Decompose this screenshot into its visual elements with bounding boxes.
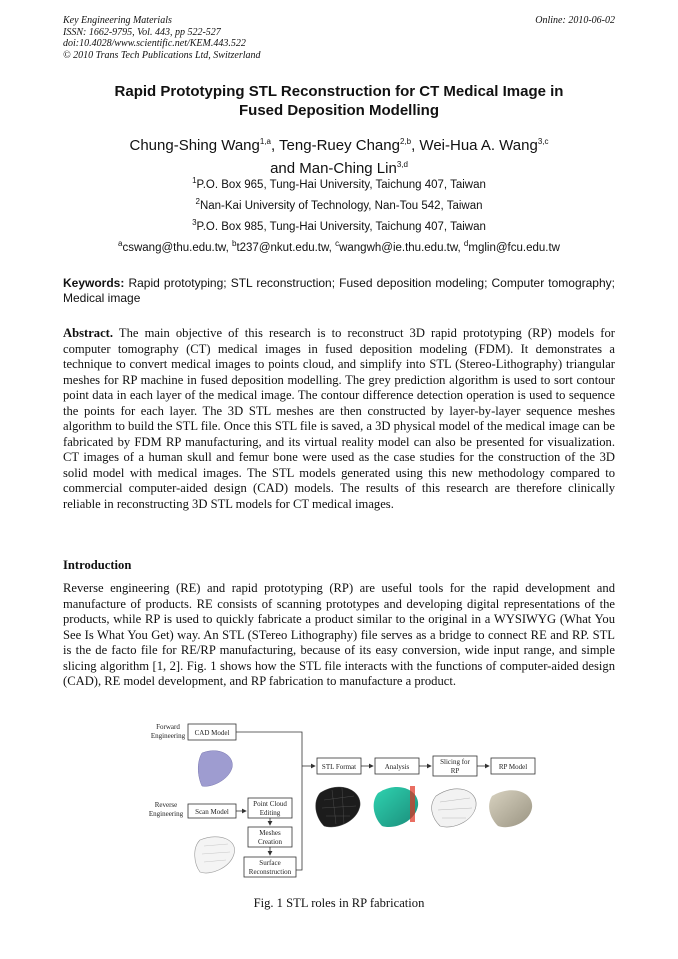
journal-name: Key Engineering Materials xyxy=(63,15,172,26)
emails xyxy=(63,239,615,254)
email: cswang@thu.edu.tw, xyxy=(122,241,232,254)
cad-model-label: CAD Model xyxy=(194,729,230,737)
doi: doi:10.4028/www.scientific.net/KEM.443.522 xyxy=(63,38,246,49)
meshes-label-2: Creation xyxy=(257,838,283,846)
rp-model-label: RP Model xyxy=(498,763,528,771)
surface-label-1: Surface xyxy=(259,859,281,867)
author-name: and Man-Ching Lin xyxy=(270,160,397,177)
rp-model-render xyxy=(489,790,532,827)
intro-paragraph: Reverse engineering (RE) and rapid prototyping (RP) are useful tools for the rapid development and manufacture of products. RE consists of scanning prototypes and developing digital representations of the products, while RP is used to quickly fabricate a product similar to the original in a WYSIWYG (What You See Is What You Get) way. An STL (STereo Lithography) file serves as a bridge to connect RE and RP. STL is the de facto file for RE/RP manufacturing, because of its easy conversion, wide input range, and simple slicing algorithm [1, 2]. Fig. 1 shows how the STL file interacts with the functions of computer-aided design (CAD), RE model development, and RP fabrication to manufacture a product. xyxy=(63,581,615,688)
email-sup: a xyxy=(118,239,123,248)
abstract xyxy=(63,326,615,512)
analysis-label: Analysis xyxy=(384,763,410,771)
online-date: Online: 2010-06-02 xyxy=(535,15,615,26)
email-sup: d xyxy=(463,239,469,248)
keywords xyxy=(63,276,615,306)
email: wangwh@ie.thu.edu.tw, xyxy=(339,241,464,254)
issn: ISSN: 1662-9795, Vol. 443, pp 522-527 xyxy=(63,26,221,38)
author-name: , Teng-Ruey Chang xyxy=(270,137,400,154)
email-sup: c xyxy=(335,239,340,248)
affiliation-text: P.O. Box 965, Tung-Hai University, Taichung 407, Taiwan xyxy=(196,178,486,191)
affiliation xyxy=(63,197,615,212)
analysis-colorbar xyxy=(410,786,415,822)
reverse-label: Reverse xyxy=(154,801,178,809)
affiliation-sup: 3 xyxy=(192,218,197,227)
point-cloud-label-1: Point Cloud xyxy=(253,800,287,808)
journal-header xyxy=(63,15,261,61)
point-cloud-label-2: Editing xyxy=(259,809,281,817)
stl-format-label: STL Format xyxy=(321,763,357,771)
keywords-label: Keywords: xyxy=(63,276,125,290)
figure-stl-roles xyxy=(140,718,540,893)
affiliation-text: Nan-Kai University of Technology, Nan-Tou 542, Taiwan xyxy=(199,199,483,212)
title-line-2: Fused Deposition Modelling xyxy=(239,102,439,119)
author-name: Chung-Shing Wang xyxy=(129,137,260,154)
keywords-text: Rapid prototyping; STL reconstruction; Fused deposition modeling; Computer tomography; Medical image xyxy=(63,276,615,305)
cad-render-image xyxy=(198,751,232,787)
slicing-render xyxy=(432,789,476,827)
email: t237@nkut.edu.tw, xyxy=(236,241,336,254)
slicing-label-1: Slicing for xyxy=(440,758,470,766)
forward-engineering-label: Engineering xyxy=(150,732,186,740)
authors xyxy=(63,132,615,178)
figure-caption: Fig. 1 STL roles in RP fabrication xyxy=(253,896,425,910)
copyright: © 2010 Trans Tech Publications Ltd, Switzerland xyxy=(63,49,261,61)
affiliation-sup: 1 xyxy=(192,176,197,185)
abstract-label: Abstract. xyxy=(63,326,114,340)
reverse-engineering-label: Engineering xyxy=(148,810,184,818)
affiliation xyxy=(63,176,615,191)
affiliation xyxy=(63,218,615,233)
author-name: , Wei-Hua A. Wang xyxy=(411,137,538,154)
affiliation-sup: 2 xyxy=(195,197,200,206)
author-sup: 3,c xyxy=(537,137,549,146)
forward-label: Forward xyxy=(156,723,180,731)
abstract-text: The main objective of this research is to reconstruct 3D rapid prototyping (RP) models for computer tomography (CT) medical images in fused deposition modeling (FDM). It demonstrates a technique to convert medical images to points cloud, and simplify into STL (Stereo-Lithography) triangular meshes for RP machine in fused deposition modelling. The grey prediction algorithm is used to sort contour point data in each layer of the medical image. The contour difference detection operation is used to sequence the points for each layer. The 3D STL meshes are then constructed by layer-by-layer sequence meshes algorithm to build the STL file. Once this STL file is saved, a 3D physical model of the medical image can be fabricated by FDM RP manufacturing, and its virtual reality model can also be presented for visualization. CT images of a human skull and femur bone were used as the case studies for the construction of the 3D solid model with medical images. The STL models generated using this new methodology compared to commercial computer-aided design (CAD) models. The results of this research are therefore clinically reliable in reconstructing 3D STL models for CT medical images. xyxy=(63,326,615,511)
slicing-label-2: RP xyxy=(450,767,460,775)
meshes-label-1: Meshes xyxy=(259,829,281,837)
author-sup: 3,d xyxy=(396,160,408,169)
title-line-1: Rapid Prototyping STL Reconstruction for CT Medical Image in xyxy=(114,83,564,100)
surface-label-2: Reconstruction xyxy=(248,868,292,876)
author-sup: 1,a xyxy=(259,137,271,146)
paper-title xyxy=(63,82,615,120)
email: mglin@fcu.edu.tw xyxy=(468,241,560,254)
scan-render-image xyxy=(195,837,235,873)
author-sup: 2,b xyxy=(399,137,412,146)
scan-model-label: Scan Model xyxy=(195,808,229,816)
intro-heading: Introduction xyxy=(63,558,132,572)
email-sup: b xyxy=(231,239,237,248)
affiliation-text: P.O. Box 985, Tung-Hai University, Taichung 407, Taiwan xyxy=(196,220,486,233)
